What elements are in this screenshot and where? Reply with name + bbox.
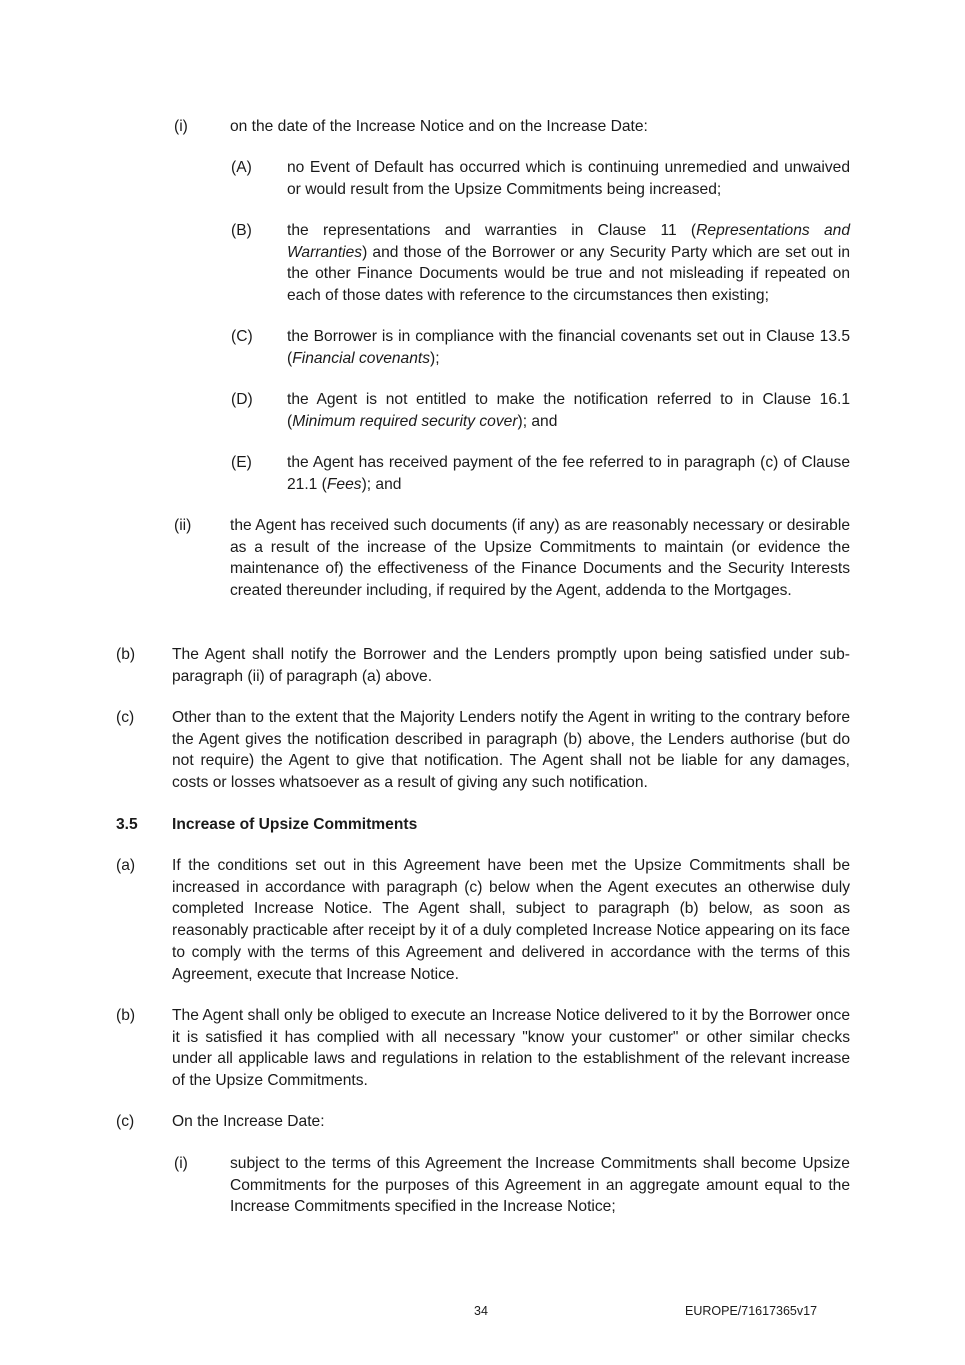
item-label: (B) bbox=[231, 222, 252, 239]
item-label: (D) bbox=[231, 391, 253, 408]
section-title: Increase of Upsize Commitments bbox=[172, 816, 418, 833]
item-text: the Borrower is in compliance with the financial covenants set out in Clause 13.5 (Financial covenants); bbox=[287, 328, 850, 367]
item-text: the Agent has received such documents (if any) as are reasonably necessary or desirable as a result of the increase of the Upsize Commitments to maintain (or evidence the maintenance of) the effectiveness of the Finance Documents and the Security Interests created thereunder including, if required by the Agent, addenda to the Mortgages. bbox=[230, 517, 850, 600]
item-text: The Agent shall notify the Borrower and the Lenders promptly upon being satisfied under sub-paragraph (ii) of paragraph (a) above. bbox=[172, 646, 850, 685]
item-text: If the conditions set out in this Agreement have been met the Upsize Commitments shall be increased in accordance with paragraph (c) below when the Agent executes an otherwise duly completed Increase Notice. The Agent shall, subject to paragraph (b) below, as soon as reasonably practicable after receipt by it of a duly completed Increase Notice appearing on its face to comply with the terms of this Agreement and delivered in accordance with the terms of this Agreement, execute that Increase Notice. bbox=[172, 857, 850, 983]
item-label: (c) bbox=[116, 1113, 135, 1130]
item-text: On the Increase Date: bbox=[172, 1113, 325, 1130]
item-text: no Event of Default has occurred which is continuing unremedied and unwaived or would result from the Upsize Commitments being increased; bbox=[287, 159, 850, 198]
item-label: (ii) bbox=[174, 517, 192, 534]
item-label: (c) bbox=[116, 709, 135, 726]
item-label: (i) bbox=[174, 1155, 188, 1172]
item-label: (a) bbox=[116, 857, 136, 874]
item-text: Other than to the extent that the Majority Lenders notify the Agent in writing to the contrary before the Agent gives the notification described in paragraph (b) above, the Lenders authorise (but do not require) the Agent to give that notification. The Agent shall not be liable for any damages, costs or losses whatsoever as a result of giving any such notification. bbox=[172, 709, 850, 792]
page-number: 34 bbox=[474, 1304, 488, 1318]
clause-reference: Minimum required security cover bbox=[292, 412, 518, 430]
item-text: on the date of the Increase Notice and on the Increase Date: bbox=[230, 118, 648, 135]
item-text: the Agent is not entitled to make the notification referred to in Clause 16.1 (Minimum required security cover); and bbox=[287, 391, 850, 430]
item-label: (b) bbox=[116, 646, 136, 663]
item-label: (C) bbox=[231, 328, 253, 345]
item-label: (b) bbox=[116, 1007, 136, 1024]
clause-reference: Fees bbox=[326, 475, 362, 493]
item-text: subject to the terms of this Agreement the Increase Commitments shall become Upsize Commitments for the purposes of this Agreement in an aggregate amount equal to the Increase Commitments specified in the Increase Notice; bbox=[230, 1155, 850, 1216]
item-text: The Agent shall only be obliged to execute an Increase Notice delivered to it by the Borrower once it is satisfied it has complied with all necessary "know your customer" or other similar checks under all applicable laws and regulations in relation to the establishment of the relevant increase of the Upsize Commitments. bbox=[172, 1007, 850, 1090]
item-label: (E) bbox=[231, 454, 252, 471]
document-reference: EUROPE/71617365v17 bbox=[685, 1304, 818, 1318]
item-label: (A) bbox=[231, 159, 252, 176]
clause-reference: Representations and Warranties bbox=[287, 222, 850, 261]
item-text: the Agent has received payment of the fee referred to in paragraph (c) of Clause 21.1 (Fees); and bbox=[287, 454, 850, 493]
section-number: 3.5 bbox=[116, 816, 138, 833]
clause-reference: Financial covenants bbox=[292, 349, 431, 367]
item-text: the representations and warranties in Clause 11 (Representations and Warranties) and those of the Borrower or any Security Party which are set out in the other Finance Documents would be true and not misleading if repeated on each of those dates with reference to the circumstances then existing; bbox=[287, 222, 850, 305]
item-label: (i) bbox=[174, 118, 188, 135]
